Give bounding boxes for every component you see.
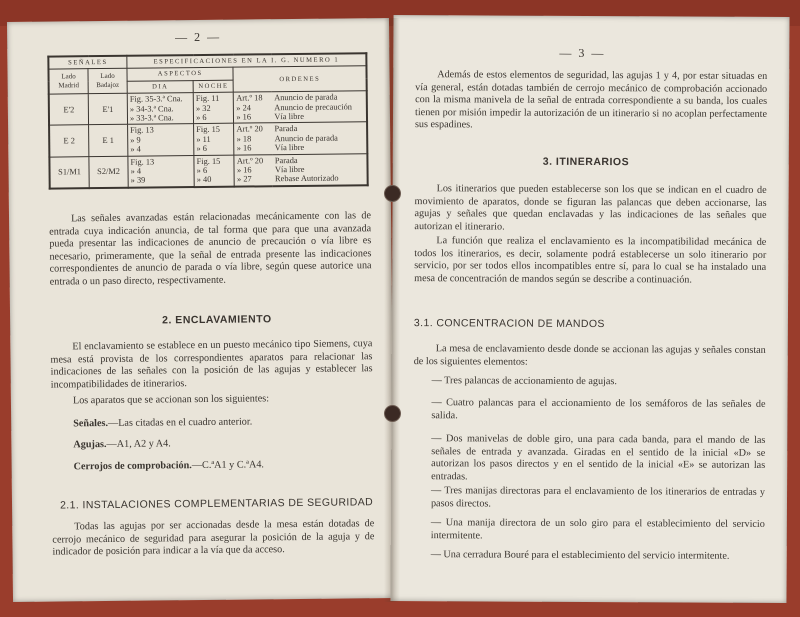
cell-articulo-line: » 16	[236, 112, 252, 122]
cell-noche-line: » 6	[196, 165, 208, 176]
list-item-manijas-directoras: — Tres manijas directoras para el enclavamiento de los itinerarios de entradas y pasos directos.	[430, 485, 766, 510]
section-3-title: 3. ITINERARIOS	[542, 155, 630, 169]
cell-lado-badajoz: E'1	[88, 93, 127, 125]
cell-orden-line: Parada	[274, 155, 298, 165]
section-2-title: 2. ENCLAVAMIENTO	[162, 313, 272, 327]
agujas-label: Agujas.	[73, 438, 107, 451]
cell-lado-madrid: E 2	[49, 125, 89, 157]
cell-orden	[273, 153, 368, 186]
signal-specifications-table	[47, 52, 368, 189]
cell-articulo-line: » 16	[236, 143, 252, 153]
list-item-palancas-semaforos: — Cuatro palancas para el accionamiento de los semáforos de las señales de salida.	[431, 397, 766, 421]
cell-articulo	[234, 154, 273, 186]
header-especificaciones: ESPECIFICACIONES EN LA I. G. NUMERO 1	[127, 53, 367, 68]
cell-noche-line: » 32	[195, 103, 211, 113]
cell-lado-madrid: S1/M1	[49, 156, 89, 188]
cell-dia-line: Fig. 35-3.ª Cna.	[129, 94, 183, 104]
cell-articulo-line: Art.º 20	[236, 124, 263, 135]
cell-dia-line: » 39	[130, 176, 146, 186]
cell-articulo-line: Art.º 20	[236, 155, 264, 166]
cell-noche-line: » 11	[196, 134, 211, 144]
cell-articulo-line: Art.º 18	[236, 93, 263, 103]
cell-articulo	[234, 123, 273, 155]
header-aspectos: ASPECTOS	[127, 68, 234, 82]
section-2-1-title: 2.1. INSTALACIONES COMPLEMENTARIAS DE SEGURIDAD	[59, 496, 374, 512]
list-item-cerradura-boure: — Una cerradura Bouré para el establecimiento del servicio intermitente.	[430, 549, 730, 562]
cell-noche	[194, 124, 235, 156]
cell-dia-line: » 33-3.ª Cna.	[129, 113, 174, 123]
cell-orden-line: Vía libre	[274, 111, 304, 122]
paragraph-mesa: La mesa de enclavamiento desde donde se accionan las agujas y señales constan de los siguientes elementos:	[413, 343, 766, 368]
left-page	[7, 18, 395, 602]
paragraph-ademas: Además de estos elementos de seguridad, las agujas 1 y 4, por estar situadas en vía general, están dotadas también de cerrojo mecánico de comprobación accionado con la misma manivela de la señal de entrada correspondiente a su banda, los cuales tienen por misión impedir la autorización de un itinerario si no acoplan perfectamente sus espadines.	[414, 69, 768, 131]
cell-dia	[128, 155, 194, 187]
cell-dia-line: » 4	[130, 166, 142, 176]
right-page	[390, 15, 789, 603]
paragraph-enclavamiento: El enclavamiento se establece en un puesto mecánico tipo Siemens, cuya mesa está provista de los correspondientes aparatos para relacionar las indicaciones de las señales con la posición de las agujas y establecer las incompatibilidades de itinerarios.	[50, 338, 373, 391]
agujas-text: —A1, A2 y A4.	[106, 438, 171, 450]
table-row	[49, 122, 367, 157]
header-ordenes: ORDENES	[233, 66, 366, 92]
cell-dia-line: » 4	[130, 144, 141, 154]
cell-noche	[193, 92, 234, 124]
cell-orden-line: Vía libre	[274, 164, 305, 175]
senales-text: —Las citadas en el cuadro anterior.	[107, 416, 253, 429]
cell-orden-line: Anuncio de parada	[274, 133, 338, 144]
cell-noche	[194, 155, 235, 187]
list-item-palancas-agujas: — Tres palancas de accionamiento de agujas.	[431, 375, 617, 388]
cell-articulo-line: » 18	[236, 134, 252, 144]
header-lado-madrid: Lado Madrid	[48, 69, 88, 94]
page-number-right: — 3 —	[559, 45, 606, 61]
cell-dia-line: » 34-3.ª Cna.	[129, 103, 174, 114]
cell-lado-badajoz: E 1	[89, 125, 128, 157]
header-senales: SEÑALES	[48, 56, 127, 70]
binding-hole-top	[384, 185, 401, 202]
cell-articulo-line: » 16	[236, 165, 252, 175]
senales-line	[73, 416, 252, 430]
cell-orden	[272, 122, 367, 154]
cell-orden	[272, 91, 367, 123]
cell-lado-madrid: E'2	[49, 94, 89, 126]
paragraph-avanzadas: Las señales avanzadas están relacionadas mecánicamente con las de entrada cuya indicación anuncia, de tal forma que para que una avanzada pueda presentar las indicaciones de anuncio de precaución o vía libre es necesario, primeramente, que la señal de entrada presente las indicaciones correspondientes de anuncio de parada o vía libre, según quese autorice una entrada o un paso directo, respectivamente.	[49, 210, 372, 288]
paragraph-instalaciones: Todas las agujas por ser accionadas desde la mesa están dotadas de cerrojo mecánico de seguridad para asegurar la posición de la aguja y de indicador de posición para indicar a la vía que da acceso.	[52, 518, 375, 558]
paragraph-itinerarios-1: Los itinerarios que pueden establecerse son los que se indican en el cuadro de movimiento de aparatos, donde se figuran las palancas que deben accionarse, las agujas y señales que quedan enclavadas y las indicaciones de las señales que autorizan el itinerario.	[414, 183, 767, 233]
binding-hole-bottom	[384, 405, 401, 422]
paragraph-itinerarios-2: La función que realiza el enclavamiento es la incompatibilidad mecánica de todos los itinerarios, es decir, solamente podrá establecerse un solo itinerario por servicio, por ser todos ellos incompatibles entre sí, para lo cual se ha instalado una mesa de concentración de mandos según se describe a continuación.	[414, 235, 767, 286]
senales-label: Señales.	[73, 417, 109, 430]
header-dia: DIA	[127, 80, 193, 93]
cell-articulo-line: » 24	[236, 103, 251, 113]
cerrojos-text: —C.ªA1 y C.ªA4.	[191, 459, 265, 472]
cell-dia-line: Fig. 13	[130, 157, 155, 167]
cell-noche-line: » 6	[196, 112, 207, 123]
cell-noche-line: » 6	[196, 144, 207, 154]
section-3-1-title: 3.1. CONCENTRACION DE MANDOS	[413, 317, 605, 331]
cell-dia-line: Fig. 13	[130, 125, 154, 136]
cell-dia	[128, 124, 194, 156]
cerrojos-label: Cerrojos de comprobación.	[73, 460, 192, 473]
header-lado-badajoz: Lado Badajoz	[88, 69, 127, 94]
cell-dia	[127, 93, 193, 125]
list-item-manija-un-giro: — Una manija directora de un solo giro para el establecimiento del servicio intermitente.	[430, 517, 765, 542]
cell-orden-line: Vía libre	[274, 143, 305, 153]
cell-articulo-line: » 27	[236, 174, 252, 185]
cell-noche-line: Fig. 15	[196, 125, 221, 135]
cell-dia-line: » 9	[130, 135, 141, 145]
page-number-left: — 2 —	[175, 29, 222, 45]
book-spine	[384, 18, 400, 602]
paragraph-aparatos: Los aparatos que se accionan son los siguientes:	[72, 393, 270, 407]
cell-orden-line: Anuncio de parada	[274, 92, 338, 103]
header-noche: NOCHE	[193, 80, 233, 93]
table-row	[49, 153, 367, 188]
agujas-line	[73, 438, 171, 452]
cell-noche-line: Fig. 15	[196, 156, 221, 166]
cell-articulo	[234, 92, 273, 124]
cell-lado-badajoz: S2/M2	[89, 156, 128, 188]
cell-noche-line: » 40	[196, 175, 212, 185]
list-item-manivelas: — Dos manivelas de doble giro, una para cada banda, para el mando de las señales de entrada y avanzada. Giradas en el sentido de la inicial «D» se autorizan los pasos directos y en el sentido de la inicial «E» se autorizan las entradas.	[431, 433, 766, 483]
cerrojos-line	[74, 459, 264, 474]
cell-orden-line: Parada	[274, 124, 298, 134]
cell-noche-line: Fig. 11	[195, 94, 220, 104]
cell-orden-line: Rebase Autorizado	[274, 174, 339, 184]
table-row	[49, 91, 367, 126]
cell-orden-line: Anuncio de precaución	[274, 102, 352, 112]
